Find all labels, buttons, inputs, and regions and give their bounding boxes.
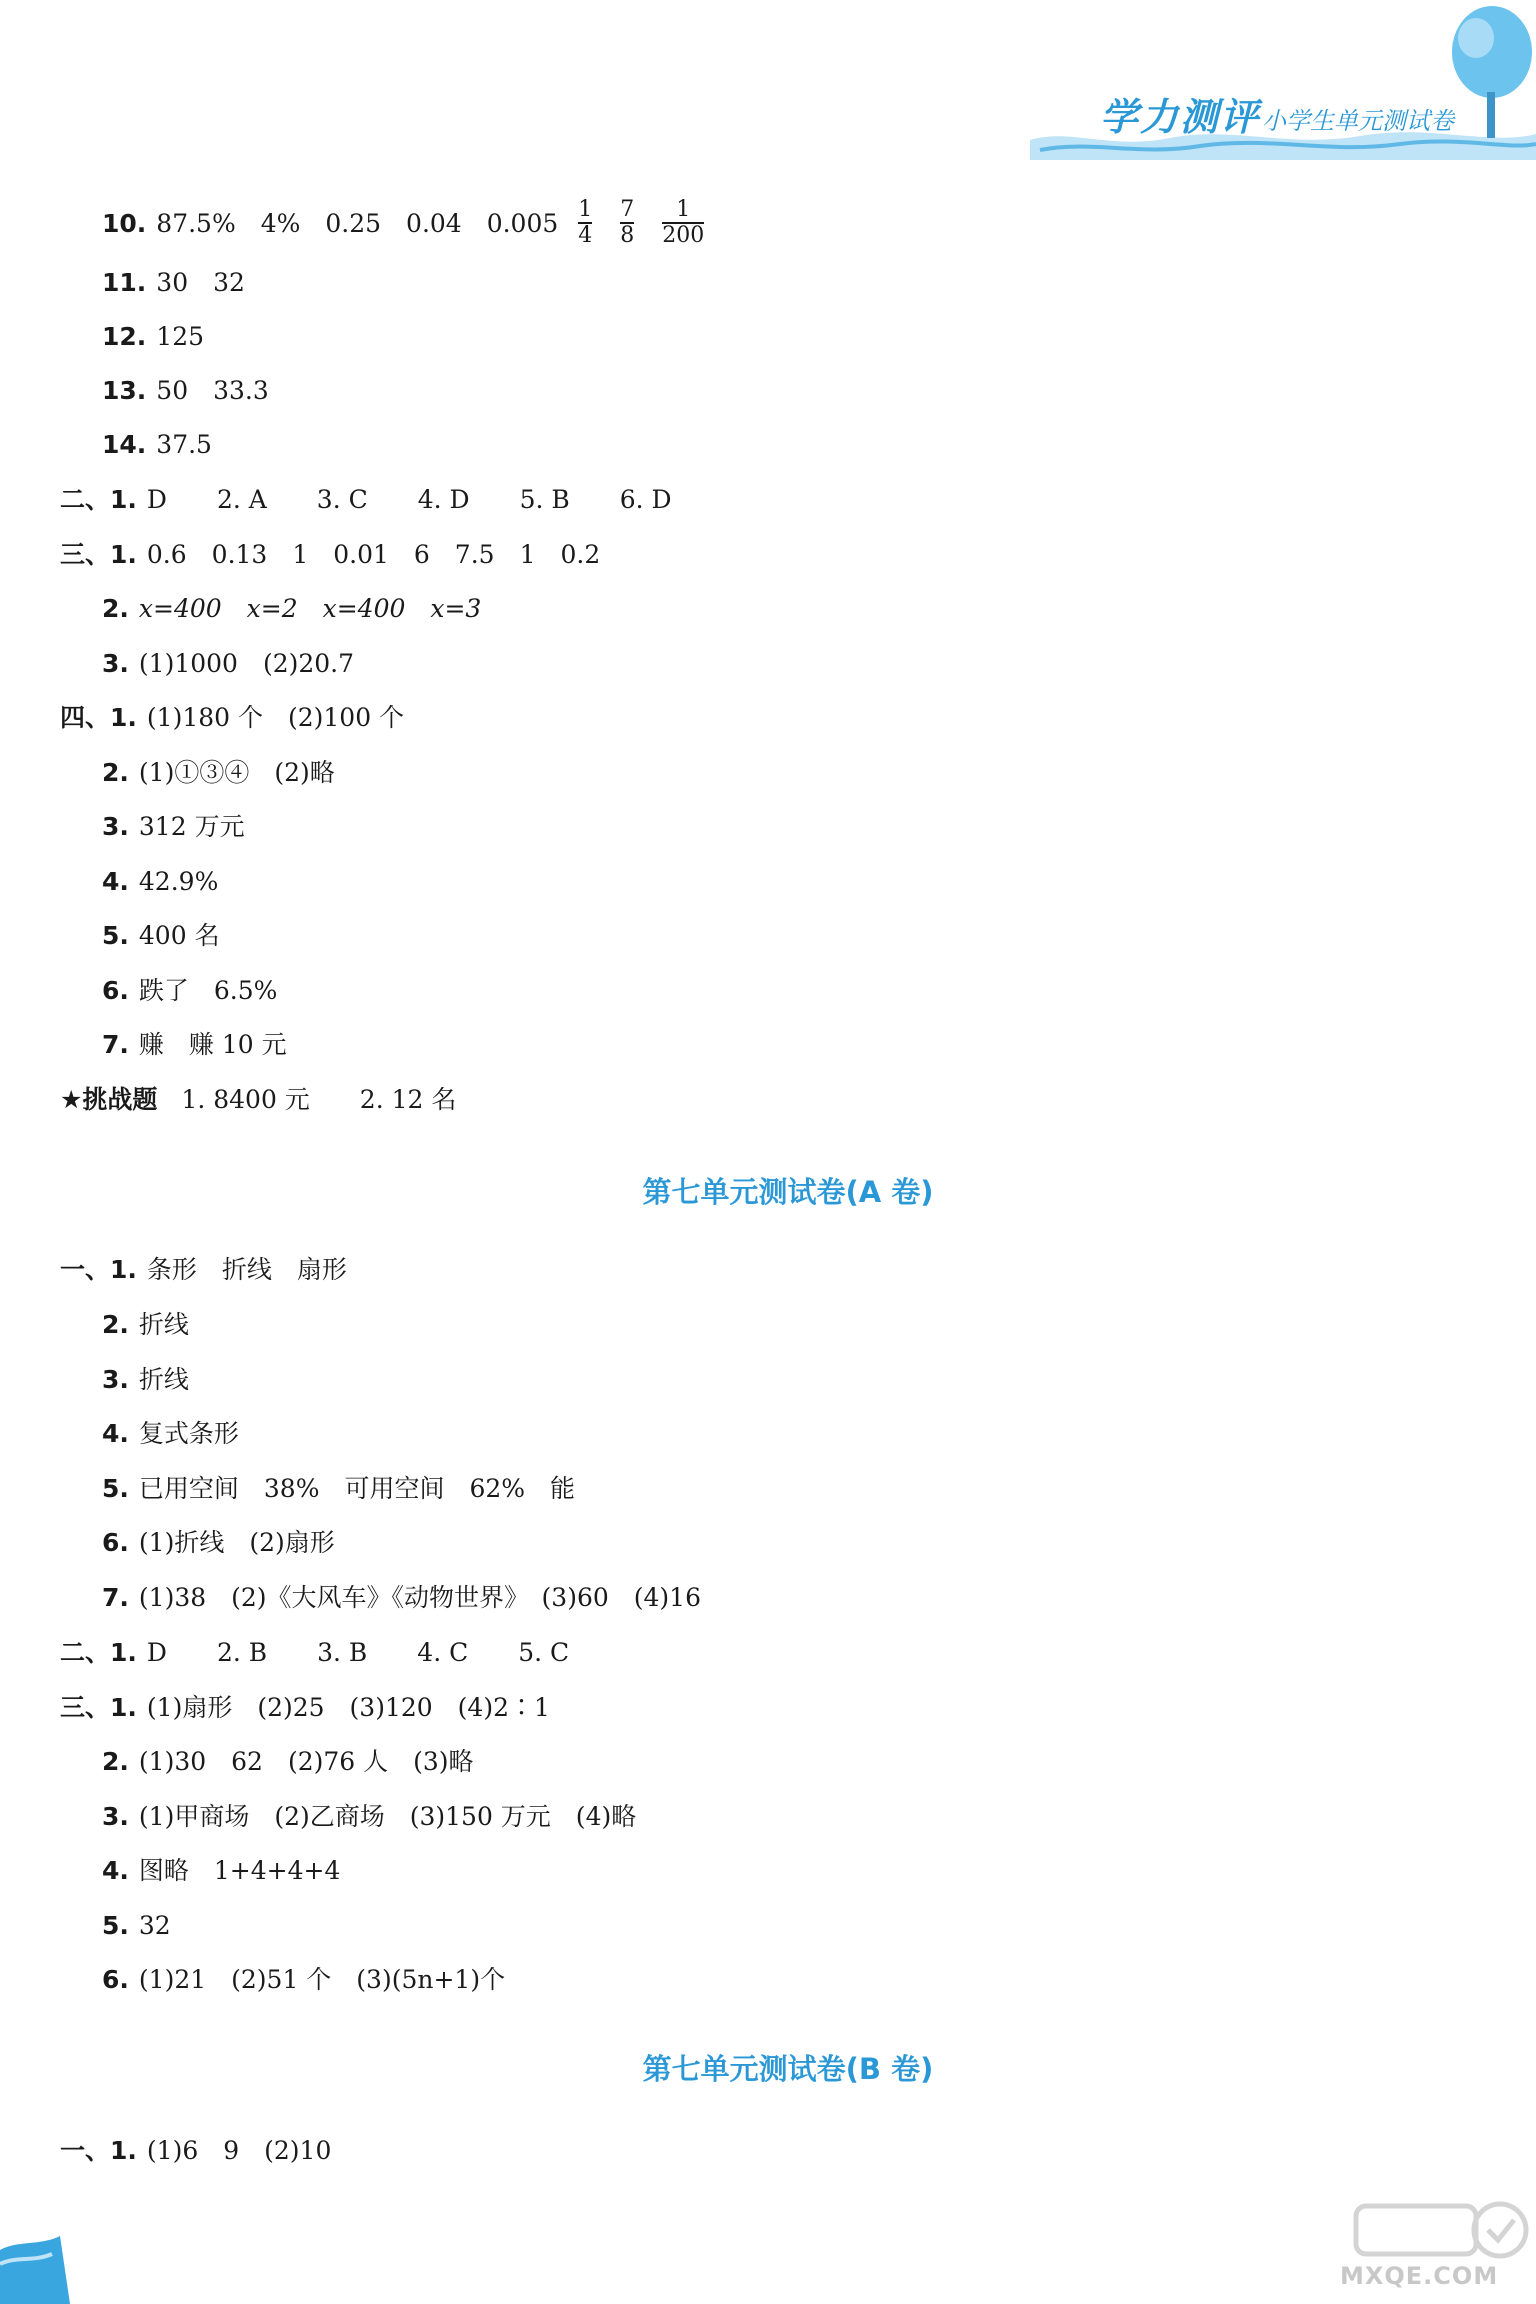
- item-text: 折线: [138, 1310, 189, 1339]
- section-label: 一、1.: [60, 1255, 137, 1284]
- answer-line-4-3: [102, 814, 245, 839]
- item-number: 13.: [102, 376, 147, 405]
- item-number: 4.: [102, 867, 129, 896]
- section-label: 二、1.: [60, 485, 137, 514]
- item-text: 复式条形: [138, 1419, 239, 1448]
- section-label: 四、1.: [60, 703, 137, 732]
- item-text: 1. 8400 元 2. 12 名: [181, 1085, 457, 1114]
- unit-a-line-3-4: [102, 1858, 340, 1883]
- item-text: (1)扇形 (2)25 (3)120 (4)2∶1: [146, 1693, 550, 1722]
- challenge-answers: [60, 1087, 456, 1112]
- item-number: 2.: [102, 1310, 129, 1339]
- answer-line-4-4: [102, 869, 218, 894]
- corner-decoration: [0, 2230, 70, 2304]
- watermark-text: MXQE.COM: [1340, 2262, 1499, 2290]
- unit-a-line-6: [102, 1530, 335, 1555]
- item-text: (1)折线 (2)扇形: [138, 1528, 335, 1557]
- item-text: (1)甲商场 (2)乙商场 (3)150 万元 (4)略: [138, 1802, 637, 1831]
- item-text: 赚 赚 10 元: [138, 1030, 287, 1059]
- item-number: 2.: [102, 1747, 129, 1776]
- unit-a-line-3-2: [102, 1749, 474, 1774]
- item-text: D 2. A 3. C 4. D 5. B 6. D: [146, 485, 672, 514]
- item-number: 4.: [102, 1856, 129, 1885]
- fraction-numerator: 1: [676, 197, 691, 222]
- section-2-answers: [60, 487, 672, 512]
- unit-a-line-3-5: [102, 1913, 171, 1938]
- section-label: 三、1.: [60, 540, 137, 569]
- item-text: 42.9%: [138, 867, 219, 896]
- item-number: 2.: [102, 594, 129, 623]
- item-text: (1)21 (2)51 个 (3)(5n+1)个: [138, 1965, 506, 1994]
- item-number: 3.: [102, 1802, 129, 1831]
- answer-line-4-7: [102, 1032, 287, 1057]
- section-4-answers: [60, 705, 404, 730]
- unit-a-section-2: [60, 1640, 569, 1665]
- item-number: 14.: [102, 430, 147, 459]
- item-text: 50 33.3: [156, 376, 269, 405]
- unit-a-section-3: [60, 1695, 550, 1720]
- item-text: (1)1000 (2)20.7: [138, 649, 355, 678]
- fraction-denominator: 8: [620, 223, 635, 249]
- answer-line-4-2: [102, 760, 335, 785]
- item-text: 图略 1+4+4+4: [138, 1856, 341, 1885]
- item-text: 400 名: [138, 921, 220, 950]
- fraction-7-8: [620, 198, 634, 248]
- answer-line-3-2: [102, 596, 481, 621]
- watermark-logo-icon: [1352, 2196, 1532, 2262]
- item-number: 5.: [102, 1474, 129, 1503]
- item-text: (1)180 个 (2)100 个: [146, 703, 405, 732]
- fraction-1-4: [578, 198, 592, 248]
- item-number: 4.: [102, 1419, 129, 1448]
- unit-a-line-7: [102, 1585, 701, 1610]
- section-label: 一、1.: [60, 2136, 137, 2165]
- item-text: 已用空间 38% 可用空间 62% 能: [138, 1474, 576, 1503]
- unit-a-line-4: [102, 1421, 239, 1446]
- item-text: 跌了 6.5%: [138, 976, 278, 1005]
- fraction-numerator: 1: [578, 197, 593, 222]
- answer-line-3-3: [102, 651, 354, 676]
- tree-icon: [1452, 6, 1532, 138]
- item-text: x=400 x=2 x=400 x=3: [138, 594, 482, 623]
- item-text: 条形 折线 扇形: [146, 1255, 347, 1284]
- fraction-denominator: 4: [578, 223, 593, 249]
- item-number: 2.: [102, 758, 129, 787]
- item-number: 5.: [102, 1911, 129, 1940]
- answer-line-13: [102, 378, 269, 403]
- item-text: D 2. B 3. B 4. C 5. C: [146, 1638, 570, 1667]
- item-text: 312 万元: [138, 812, 245, 841]
- item-number: 7.: [102, 1030, 129, 1059]
- answer-line-12: [102, 324, 204, 349]
- item-text: 32: [138, 1911, 171, 1940]
- section-label: 三、1.: [60, 1693, 137, 1722]
- section-3-answers: [60, 542, 600, 567]
- item-text: 0.6 0.13 1 0.01 6 7.5 1 0.2: [146, 540, 601, 569]
- item-text: 87.5% 4% 0.25 0.04 0.005: [156, 208, 559, 238]
- item-text: (1)30 62 (2)76 人 (3)略: [138, 1747, 474, 1776]
- item-number: 3.: [102, 1365, 129, 1394]
- brand-subtitle: 小学生单元测试卷: [1262, 107, 1454, 135]
- item-text: 30 32: [156, 268, 245, 297]
- item-text: 折线: [138, 1365, 189, 1394]
- item-number: 6.: [102, 1965, 129, 1994]
- item-text: 37.5: [156, 430, 212, 459]
- item-number: 5.: [102, 921, 129, 950]
- answer-line-10: [102, 198, 718, 248]
- item-number: 10.: [102, 208, 147, 238]
- answer-line-4-5: [102, 923, 220, 948]
- item-number: 11.: [102, 268, 147, 297]
- unit-a-title: 第七单元测试卷(A 卷): [642, 1175, 934, 1209]
- unit-b-section-1: [60, 2138, 331, 2163]
- unit-b-title: 第七单元测试卷(B 卷): [642, 2052, 934, 2086]
- unit-a-line-5: [102, 1476, 575, 1501]
- item-number: 7.: [102, 1583, 129, 1612]
- answer-line-4-6: [102, 978, 277, 1003]
- answer-line-14: [102, 432, 212, 457]
- unit-a-section-1: [60, 1257, 347, 1282]
- item-number: 6.: [102, 976, 129, 1005]
- unit-a-line-3-3: [102, 1804, 636, 1829]
- item-number: 6.: [102, 1528, 129, 1557]
- section-label: 二、1.: [60, 1638, 137, 1667]
- challenge-label: ★挑战题: [60, 1085, 158, 1114]
- item-text: (1)6 9 (2)10: [146, 2136, 332, 2165]
- fraction-numerator: 7: [620, 197, 635, 222]
- unit-a-line-3: [102, 1367, 189, 1392]
- item-number: 3.: [102, 649, 129, 678]
- item-text: (1)①③④ (2)略: [138, 758, 335, 787]
- item-text: (1)38 (2)《大风车》《动物世界》 (3)60 (4)16: [138, 1583, 701, 1612]
- fraction-1-200: [662, 198, 704, 248]
- unit-a-line-3-6: [102, 1967, 505, 1992]
- fraction-denominator: 200: [662, 223, 705, 249]
- item-number: 12.: [102, 322, 147, 351]
- item-text: 125: [156, 322, 205, 351]
- answer-line-11: [102, 270, 245, 295]
- brand-logo-text: 学力测评: [1100, 95, 1261, 139]
- item-number: 3.: [102, 812, 129, 841]
- unit-a-line-2: [102, 1312, 189, 1337]
